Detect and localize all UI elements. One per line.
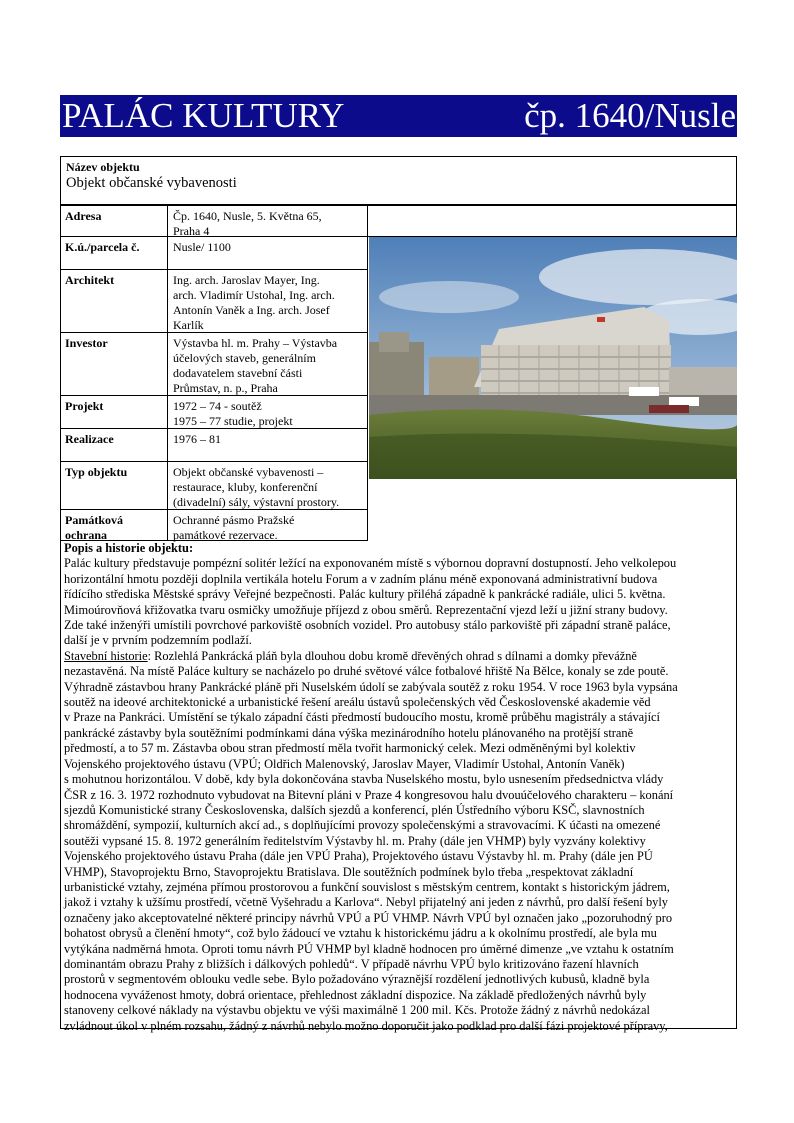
realization-line: 1976 – 81 xyxy=(173,432,221,446)
building-photo xyxy=(369,237,737,479)
description-heading: Popis a historie objektu: xyxy=(64,541,194,555)
desc-line: jakož i vztahy k užšímu prostředí, včetně Vyšehradu a Karlova“. Nebyl přijatelný ani jeden z návrhů, pro další řešení byly xyxy=(64,895,668,910)
protection-line: Ochranné pásmo Pražské xyxy=(173,513,295,527)
desc-line: prostorů v segmentovém oblouku vedle sebe. Bylo požadováno výraznější rozdělení jednotlivých kubusů, kladně byla xyxy=(64,972,650,987)
desc-line: Mimoúrovňová křižovatka tvaru osmičky umožňuje příjezd z obou směrů. Reprezentační vjezd leží u jižní strany budovy. xyxy=(64,602,668,617)
history-text: : Rozlehlá Pankrácká pláň byla dlouhou dobu kromě dřevěných ohrad s dílnami a domky převážně xyxy=(147,648,637,663)
architect-line: arch. Vladimír Ustohal, Ing. arch. xyxy=(173,288,335,302)
investor-line: Průmstav, n. p., Praha xyxy=(173,381,278,395)
desc-line: nezastavěná. Na místě Paláce kultury se nacházelo po druhé světové válce fotbalové hřiště Na Bělce, konaly se zde poutě. xyxy=(64,664,669,679)
description-section xyxy=(61,540,736,1035)
building-photo-icon xyxy=(369,237,737,479)
desc-line: předmostí, a to 57 m. Zástavba obou stran předmostí měla tvořit harmonický celek. Mezi odměněnými byl kolektiv xyxy=(64,741,636,756)
desc-line: sjezdů Komunistické strany Československa, dalších sjezdů a konferencí, plén Ústředního výboru KSČ, slavnostních xyxy=(64,802,645,817)
desc-line: v Praze na Pankráci. Umístění se týkalo západní části předmostí budoucího mostu, kromě průběhu magistrály a stávající xyxy=(64,710,660,725)
desc-line: soutěž na ideové architektonické a urbanistické řešení areálu ústavů společenských věd Československé akademie věd xyxy=(64,695,651,710)
project-line: 1972 – 74 - soutěž xyxy=(173,399,262,413)
object-name-label: Název objektu xyxy=(66,160,140,174)
desc-line: shromáždění, sympozií, kulturních akcí ad., s doplňujícími provozy společenskými a stravovacími. K účasti na omezené xyxy=(64,818,661,833)
desc-line: VHMP), Stavoprojektu Brno, Stavoprojektu Bratislava. Dle soutěžních podmínek bylo třeba „respektovat základní xyxy=(64,864,634,879)
desc-line: dominantám obrazu Prahy z bližších i dálkových pohledů“. V případě návrhu VPÚ bylo kritizováno řazení hlavních xyxy=(64,956,639,971)
desc-line: bohatost obrysů a členění hmoty“, což bylo žádoucí ve vztahu k historickému jádru a k okolnímu prostředí, ale byla mu xyxy=(64,926,657,941)
desc-line: Zde také inženýři umístili povrchové parkoviště osobních vozidel. Pro autobusy stálo parkoviště při západní straně paláce, xyxy=(64,618,671,633)
desc-line: ČSR z 16. 3. 1972 rozhodnuto vybudovat na Bitevní pláni v Praze 4 kongresovou halu dvouúčelového charakteru – konání xyxy=(64,787,674,802)
row-value-realization xyxy=(168,429,368,462)
desc-line: horizontální hmotu později doplnila vertikála hotelu Forum a v zadním plánu méně exponovaná administrativní budova xyxy=(64,571,658,586)
row-label-address: Adresa xyxy=(61,205,168,237)
desc-line: s mohutnou horizontálou. V době, kdy byla dokončována stavba Nuselského mostu, bylo usnesením předsednictva vlády xyxy=(64,772,664,787)
investor-line: účelových staveb, generálním xyxy=(173,351,316,365)
row-label-type: Typ objektu xyxy=(61,462,168,510)
page-title: PALÁC KULTURY xyxy=(62,96,345,135)
row-label-investor: Investor xyxy=(61,333,168,396)
history-first-line xyxy=(64,649,733,664)
address-line: Čp. 1640, Nusle, 5. Května 65, xyxy=(173,209,322,223)
type-line: Objekt občanské vybavenosti – xyxy=(173,465,324,479)
history-label: Stavební historie xyxy=(64,648,148,663)
desc-line: Vojenského projektového ústavu Praha (dále jen VPÚ Praha), Projektového ústavu Výstavby hl. m. Prahy (dále jen PÚ xyxy=(64,849,653,864)
desc-line: urbanistické vztahy, zejména přímou prostorovou a funkční souvislost s městským centrem, kontakt s historickým jádrem, xyxy=(64,879,670,894)
investor-line: Výstavba hl. m. Prahy – Výstavba xyxy=(173,336,338,350)
row-label-protection: Památková ochrana xyxy=(61,510,168,541)
object-name-box xyxy=(61,157,736,205)
desc-line: označeny jako akceptovatelné některé principy návrhů VPÚ a PÚ VHMP. Návrh VPÚ byl označen jako „pozoruhodný pro xyxy=(64,910,673,925)
parcel-line: Nusle/ 1100 xyxy=(173,240,231,254)
row-label-realization: Realizace xyxy=(61,429,168,462)
record-sheet xyxy=(60,156,737,1033)
row-value-protection xyxy=(168,510,368,541)
desc-line: řídícího střediska Městské správy Veřejné bezpečnosti. Palác kultury přiléhá západně k pankrácké radiále, ulici 5. května. xyxy=(64,587,666,602)
title-banner xyxy=(60,95,737,137)
row-value-type xyxy=(168,462,368,510)
architect-line: Karlík xyxy=(173,318,204,332)
row-value-parcel xyxy=(168,237,368,270)
house-number: čp. 1640/Nusle xyxy=(524,96,736,135)
type-line: (divadelní) sály, výstavní prostory. xyxy=(173,495,340,509)
row-label-parcel: K.ú./parcela č. xyxy=(61,237,168,270)
address-line: Praha 4 xyxy=(173,224,210,238)
row-value-project xyxy=(168,396,368,429)
row-value-address xyxy=(168,205,368,237)
type-line: restaurace, kluby, konferenční xyxy=(173,480,318,494)
desc-line: soutěži vypsané 15. 8. 1972 generálním ředitelstvím Výstavby hl. m. Prahy (dále jen VHMP) byly vyzvány kolektivy xyxy=(64,833,646,848)
desc-line: další je v prvním podzemním podlaží. xyxy=(64,633,252,648)
photo-top-gap xyxy=(368,205,736,237)
architect-line: Antonín Vaněk a Ing. arch. Josef xyxy=(173,303,330,317)
desc-line: Palác kultury představuje pompézní solitér ležící na exponovaném místě s výbornou dopravní dostupností. Jeho velkolepou xyxy=(64,556,677,571)
architect-line: Ing. arch. Jaroslav Mayer, Ing. xyxy=(173,273,320,287)
desc-line: pankrácké zástavby byla soutěžními podmínkami dána výška mezinárodního hotelu plánovaného na protější straně xyxy=(64,725,634,740)
row-value-investor xyxy=(168,333,368,396)
object-name-value: Objekt občanské vybavenosti xyxy=(66,175,237,191)
row-label-architect: Architekt xyxy=(61,270,168,333)
row-value-architect xyxy=(168,270,368,333)
row-label-project: Projekt xyxy=(61,396,168,429)
desc-line: zvládnout úkol v plném rozsahu, žádný z návrhů nebylo možno doporučit jako podklad pro další fázi projektové přípravy, xyxy=(64,1018,668,1033)
desc-line: vytýkána nadměrná hmota. Oproti tomu návrh PÚ VHMP byl kladně hodnocen pro úměrné dimenze „ve vztahu k ostatním xyxy=(64,941,674,956)
protection-line: památkové rezervace. xyxy=(173,528,278,542)
desc-line: Výhradně zástavbou hrany Pankrácké pláně při Nuselském údolí se zabývala soutěž z roku 1954. V roce 1963 byla vypsána xyxy=(64,679,678,694)
desc-line: Vojenského projektového ústavu (VPÚ; Oldřich Malenovský, Jaroslav Mayer, Vladimír Ustohal, Antonín Vaněk) xyxy=(64,756,625,771)
project-line: 1975 – 77 studie, projekt xyxy=(173,414,293,428)
desc-line: stanoveny celkové náklady na výstavbu objektu ve výši maximálně 1 200 mil. Kčs. Protože žádný z návrhů nedokázal xyxy=(64,1003,650,1018)
desc-line: hodnocena vyváženost hmoty, dobrá orientace, přehlednost základní dispozice. Na základě předložených návrhů byly xyxy=(64,987,647,1002)
investor-line: dodavatelem stavební části xyxy=(173,366,303,380)
